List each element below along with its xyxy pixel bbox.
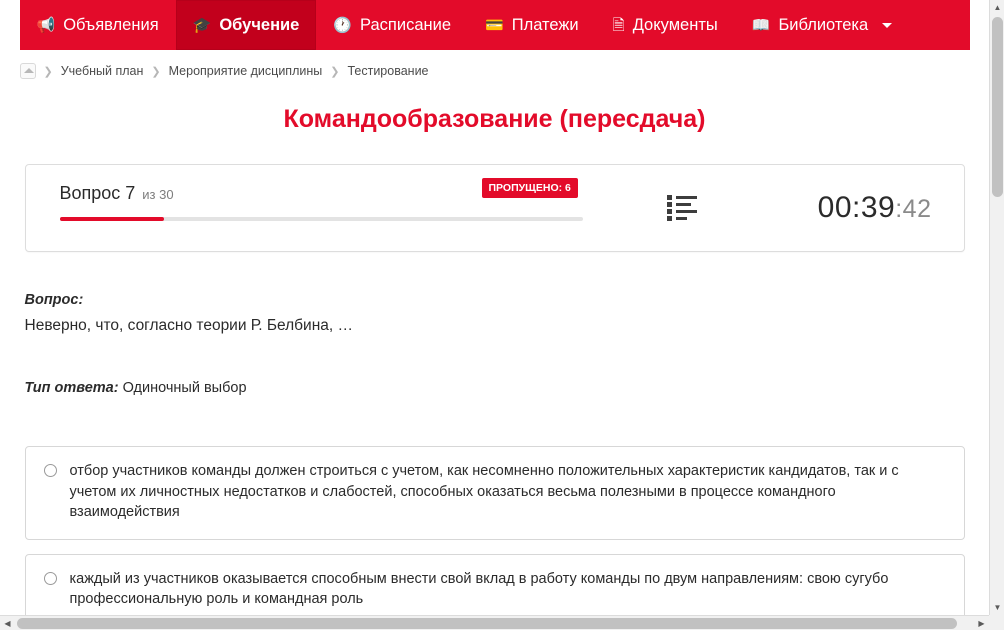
answer-options-list [25, 446, 965, 615]
nav-item-label: Расписание [360, 15, 452, 34]
nav-item-schedule[interactable] [316, 0, 468, 50]
question-label: Вопрос: [24, 292, 84, 308]
vertical-scrollbar[interactable] [989, 0, 1004, 615]
breadcrumb-separator: ❯ [151, 65, 161, 78]
answer-option[interactable] [25, 554, 965, 615]
quiz-header-card [25, 164, 965, 252]
scroll-left-arrow-icon[interactable]: ◀ [0, 616, 15, 630]
progress-bar-track [60, 217, 583, 221]
nav-item-label: Библиотека [778, 15, 869, 34]
answer-type-label: Тип ответа: [24, 380, 119, 396]
question-list-button[interactable] [592, 165, 772, 251]
answer-option[interactable] [25, 446, 965, 540]
progress-bar-fill [60, 217, 165, 221]
vertical-scrollbar-thumb[interactable] [992, 17, 1003, 197]
page-title: Командообразование (пересдача) [283, 105, 706, 133]
radio-button-icon[interactable] [44, 572, 57, 585]
nav-item-learning[interactable] [176, 0, 317, 50]
answer-option-text: отбор участников команды должен строиться с учетом, как несомненно положительных характеристик кандидатов, так и с учетом их личностных недостатков и слабостей, способных оказаться весьма полезными в процессе командного взаимодействия [69, 463, 899, 521]
home-icon[interactable] [20, 63, 36, 79]
quiz-timer-section [772, 165, 964, 251]
question-number: Вопрос 7 [59, 183, 136, 203]
status-badge: ПРОПУЩЕНО: 6 [482, 178, 578, 198]
scrollbar-corner [989, 615, 1004, 630]
main-navigation [20, 0, 970, 50]
question-total: из 30 [142, 187, 174, 202]
nav-item-label: Документы [632, 15, 718, 34]
breadcrumb-separator: ❯ [43, 65, 53, 78]
answer-type-row [25, 380, 965, 396]
countdown-timer [818, 191, 932, 225]
scroll-up-arrow-icon[interactable]: ▲ [990, 0, 1004, 15]
horizontal-scrollbar[interactable] [0, 615, 1004, 630]
breadcrumb-item-testing: Тестирование [347, 64, 429, 78]
nav-item-payments[interactable] [468, 0, 596, 50]
nav-item-library[interactable] [735, 0, 909, 50]
quiz-progress-section [26, 165, 592, 251]
answer-type-value: Одиночный выбор [122, 380, 247, 396]
answer-option-text: каждый из участников оказывается способным внести свой вклад в работу команды по двум направлениям: свою сугубо профессиональную роль и командная роль [69, 570, 889, 608]
radio-button-icon[interactable] [44, 464, 57, 477]
nav-item-label: Обучение [219, 15, 300, 34]
timer-minutes: 00:39 [817, 191, 896, 224]
credit-card-icon: 💳 [485, 16, 504, 34]
breadcrumb-item-curriculum[interactable]: Учебный план [60, 64, 144, 78]
question-list-icon [667, 195, 697, 221]
breadcrumb-item-discipline-event[interactable]: Мероприятие дисциплины [168, 64, 323, 78]
horizontal-scrollbar-thumb[interactable] [17, 618, 957, 629]
scroll-down-arrow-icon[interactable]: ▼ [990, 600, 1004, 615]
document-icon: 🗎 [612, 16, 625, 34]
question-section [25, 292, 965, 396]
book-icon: 📖 [751, 16, 771, 34]
nav-item-documents[interactable] [596, 0, 735, 50]
graduation-cap-icon: 🎓 [192, 16, 212, 34]
nav-item-label: Платежи [511, 15, 579, 34]
breadcrumb [20, 63, 970, 79]
chevron-down-icon [882, 23, 892, 28]
question-text: Неверно, что, согласно теории Р. Белбина, … [24, 317, 353, 334]
breadcrumb-separator: ❯ [330, 65, 340, 78]
nav-item-announcements[interactable] [20, 0, 176, 50]
megaphone-icon: 📢 [36, 16, 56, 34]
timer-seconds: :42 [895, 195, 932, 223]
scroll-right-arrow-icon[interactable]: ▶ [974, 616, 989, 630]
nav-item-label: Объявления [63, 15, 159, 34]
clock-icon: 🕐 [333, 16, 353, 34]
